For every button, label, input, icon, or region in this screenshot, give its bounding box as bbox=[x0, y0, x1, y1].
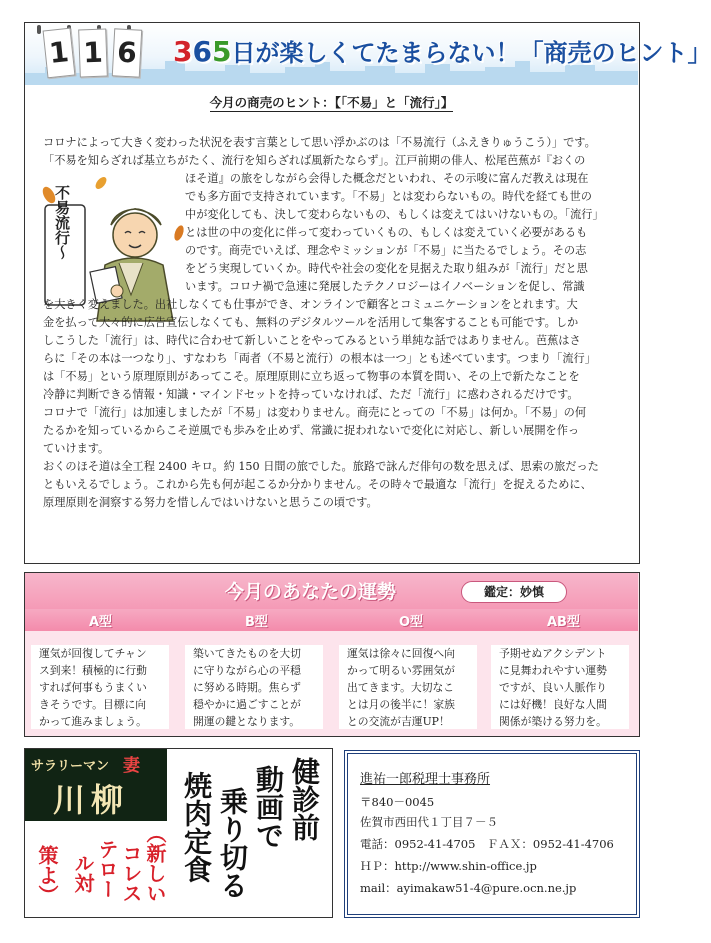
title-digit: 6 bbox=[192, 35, 212, 68]
blood-type-label-b: B型 bbox=[245, 615, 268, 630]
fortune-line: 運気は徐々に回復へ向 bbox=[347, 647, 455, 660]
blood-type-label-a: A型 bbox=[89, 615, 113, 630]
calendar-digit: 1 bbox=[78, 29, 108, 78]
fortune-line: に見舞われやすい運勢 bbox=[499, 664, 607, 677]
body-line: たるかを知っているからこそ逆風でも歩みを止めず、常識に捉われないで変化に対応し、新しい展開を作っ bbox=[43, 424, 580, 437]
poem-column: 乗り切る bbox=[216, 787, 249, 899]
fortune-column-a bbox=[31, 645, 169, 729]
fortune-line: ですが、良い人脈作り bbox=[499, 681, 607, 694]
body-line: ともいえるでしょう。これから先も何が起こるか分かりません。その時々で最適な「流行」を捉えるために、 bbox=[43, 478, 592, 491]
calendar-digit: 1 bbox=[43, 28, 76, 79]
fortune-line: とは月の後半に！家族 bbox=[347, 698, 455, 711]
reply-column: コレス bbox=[119, 843, 143, 903]
title-digit: 5 bbox=[211, 35, 232, 68]
fortune-line: 穏やかに過ごすことが bbox=[193, 698, 301, 711]
fortune-line: ス到来！積極的に行動 bbox=[39, 664, 147, 677]
fortune-section bbox=[24, 572, 640, 737]
body-line: は「不易」という原理原則があってこそ。原理原則に立ち返って物事の本質を問い、その上で新たなことを bbox=[43, 370, 580, 383]
senryu-logo-subtitle: サラリーマン bbox=[31, 759, 110, 774]
fortune-line: 運気が回復してチャン bbox=[39, 647, 147, 660]
title-bracket: 「商売のヒント」 bbox=[519, 39, 711, 67]
body-line: しこうした「流行」は、時代に合わせて新しいことをやってみるという単純な話ではありません。芭蕉はさ bbox=[43, 334, 581, 347]
senryu-logo-title: 川柳 bbox=[53, 781, 130, 819]
poem-column: 動画で bbox=[252, 765, 285, 849]
office-info bbox=[344, 750, 640, 918]
fortune-title: 今月のあなたの運勢 bbox=[225, 581, 397, 603]
body-line: のです。商売でいえば、理念やミッションが「不易」に当たるでしょう。その志 bbox=[185, 244, 587, 257]
body-line: コロナによって大きく変わった状況を表す言葉として思い浮かぶのは「不易流行（ふえきりゅうこう）」です。 bbox=[43, 136, 596, 149]
fortune-line: かって明るい雰囲気が bbox=[347, 664, 455, 677]
title-digit: 3 bbox=[173, 35, 193, 68]
fortune-line: に努める時期。焦らず bbox=[193, 681, 301, 694]
reply-column: テロー bbox=[95, 839, 119, 899]
blood-type-label-o: O型 bbox=[399, 615, 424, 630]
fortune-line: 関係が築ける努力を。 bbox=[499, 715, 607, 728]
body-line: 中が変化しても、決して変わらないもの、もしくは変えてはいけないもの。「流行」 bbox=[185, 208, 604, 221]
fortune-line: すれば何事もうまくい bbox=[39, 681, 147, 694]
calendar-digit: 6 bbox=[112, 28, 142, 77]
fortune-column-b bbox=[185, 645, 323, 729]
body-line: ほそ道』の旅をしながら会得した概念だといわれ、その示唆に富んだ教えは現在 bbox=[185, 172, 589, 185]
body-line: います。コロナ禍で急速に発展したテクノロジーはイノベーションを促し、常識 bbox=[185, 280, 585, 293]
fortune-line: かって進みましょう。 bbox=[39, 715, 147, 728]
fortune-line: との交流が吉運UP！ bbox=[347, 715, 450, 728]
fortune-column-o bbox=[339, 645, 477, 729]
blood-type-label-ab: AB型 bbox=[547, 615, 580, 630]
senryu-section bbox=[24, 748, 333, 918]
fortune-line: 開運の鍵となります。 bbox=[193, 715, 301, 728]
senryu-logo bbox=[25, 749, 167, 821]
fortune-column-ab bbox=[491, 645, 629, 729]
fortune-reader-badge: 鑑定：妙慎 bbox=[461, 581, 567, 603]
fortune-line: きそうです。目標に向 bbox=[39, 698, 147, 711]
poem-column: 健診前 bbox=[288, 757, 321, 841]
body-line: 原理原則を洞察する努力を惜しんではいけないと思うこの頃です。 bbox=[43, 496, 378, 509]
hint-article bbox=[24, 22, 711, 564]
reply-column: 策よ） bbox=[35, 845, 59, 905]
office-phone: 電話：0952-41-4705 ＦＡＸ：0952-41-4706 bbox=[360, 837, 614, 851]
illustration-caption: 不易流行～ bbox=[53, 185, 71, 260]
calendar-ring bbox=[37, 25, 41, 34]
fortune-line: に守りながら心の平穏 bbox=[193, 664, 301, 677]
office-email-link[interactable]: mail：ayimakaw51-4@pure.ocn.ne.jp bbox=[360, 881, 577, 895]
body-line: とは世の中の変化に伴って変わっていくもの、もしくは変えていく必要があるも bbox=[185, 226, 588, 239]
fortune-line: 築いてきたものを大切 bbox=[193, 647, 301, 660]
poem-column: 焼肉定食 bbox=[180, 771, 213, 883]
body-line: をどう実現していくか。時代や社会の変化を見据えた取り組みが「流行」だと思 bbox=[185, 262, 588, 275]
article-banner bbox=[25, 23, 711, 85]
body-line: おくのほそ道は全工程 2400 キロ。約 150 日間の旅でした。旅路で詠んだ俳句の数を思えば、思索の旅だった bbox=[43, 460, 599, 473]
reply-column: （新しい bbox=[143, 823, 167, 903]
senryu-logo-tsuma: 妻 bbox=[123, 756, 140, 776]
body-line: 冷静に判断できる情報・知識・マインドセットを持っていなければ、ただ「流行」に惑わされるだけです。 bbox=[43, 388, 579, 401]
body-line: を大きく変えました。出社しなくても仕事ができ、オンラインで顧客とコミュニケーションをとれます。大 bbox=[43, 298, 578, 311]
fortune-line: 予期せぬアクシデント bbox=[499, 647, 607, 660]
body-line: ていけます。 bbox=[43, 442, 110, 455]
body-line: 「不易を知らざれば基立ちがたく、流行を知らざれば風新たならず」。江戸前期の俳人、松尾芭蕉が『おくの bbox=[43, 154, 586, 167]
body-line: らに「その本は一つなり」、すなわち「両者（不易と流行）の根本は一つ」とも述べています。つまり「流行」 bbox=[43, 352, 596, 365]
body-line: コロナで「流行」は加速しましたが「不易」は変わりません。商売にとっての「不易」は何か。「不易」の何 bbox=[43, 406, 587, 419]
body-line: でも多方面で支持されています。「不易」とは変わらないもの。時代を経ても世の bbox=[185, 190, 592, 203]
office-name: 進祐一郎税理士事務所 bbox=[360, 772, 491, 787]
article-heading: 今月の商売のヒント：【「不易」と「流行」】 bbox=[209, 95, 454, 110]
office-homepage-link[interactable]: ＨＰ：http://www.shin-office.jp bbox=[360, 859, 537, 873]
body-line: 金を払って大々的に広告宣伝しなくても、無料のデジタルツールを活用して集客することも可能です。しか bbox=[43, 316, 579, 329]
office-postal: 〒840－0045 bbox=[360, 795, 435, 809]
banner-title bbox=[173, 30, 711, 74]
fortune-line: には好機！良好な人間 bbox=[499, 698, 607, 711]
title-text: 日が楽しくてたまらない！ bbox=[231, 39, 520, 67]
reply-column: ル対 bbox=[71, 853, 95, 893]
office-address: 佐賀市西田代１丁目７－５ bbox=[360, 815, 498, 829]
fortune-line: 出てきます。大切なこ bbox=[347, 681, 455, 694]
